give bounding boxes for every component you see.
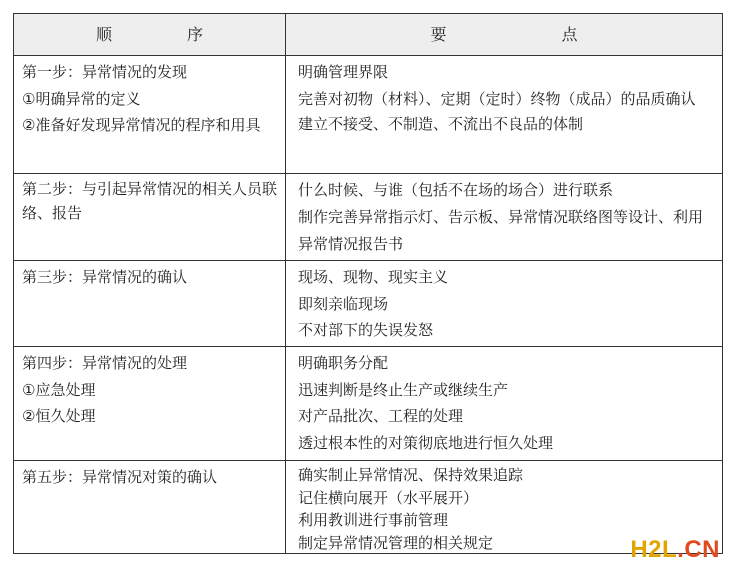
step-title: 第二步：与引起异常情况的相关人员联络、报告 xyxy=(22,180,278,222)
points-cell xyxy=(286,56,722,173)
point-item: 迅速判断是终止生产或继续生产 xyxy=(298,380,509,399)
point-item: 制作完善异常指示灯、告示板、异常情况联络图等设计、利用异常情况报告书 xyxy=(298,207,704,253)
header-sequence: 顺 序 xyxy=(14,14,286,55)
watermark-text-cn: .CN xyxy=(677,536,720,563)
point-item: 记住横向展开（水平展开） xyxy=(298,488,479,507)
table-row xyxy=(14,347,722,461)
points-cell xyxy=(286,261,722,346)
step-cell xyxy=(14,461,286,553)
table-row xyxy=(14,56,722,174)
point-item: 明确管理界限 xyxy=(298,63,389,81)
point-item: 对产品批次、工程的处理 xyxy=(298,407,464,425)
step-title: 第四步：异常情况的处理 xyxy=(22,354,188,372)
step-cell xyxy=(14,174,286,260)
process-table xyxy=(13,13,723,554)
step-sub: ②恒久处理 xyxy=(22,407,96,425)
table-header xyxy=(14,14,722,56)
point-item: 即刻亲临现场 xyxy=(298,294,389,313)
step-sub: ②准备好发现异常情况的程序和用具 xyxy=(22,116,261,134)
step-sub: ①应急处理 xyxy=(22,380,96,399)
watermark-text-h2l: H2L xyxy=(630,536,678,563)
point-item: 完善对初物（材料）、定期（定时）终物（成品）的品质确认 xyxy=(298,89,696,108)
step-cell xyxy=(14,261,286,346)
point-item: 什么时候、与谁（包括不在场的场合）进行联系 xyxy=(298,181,614,199)
points-cell xyxy=(286,174,722,260)
step-sub: ①明确异常的定义 xyxy=(22,89,141,108)
point-item: 建立不接受、不制造、不流出不良品的体制 xyxy=(298,114,584,133)
step-cell xyxy=(14,347,286,460)
point-item: 不对部下的失误发怒 xyxy=(298,321,434,339)
point-item: 透过根本性的对策彻底地进行恒久处理 xyxy=(298,433,554,452)
step-title: 第一步：异常情况的发现 xyxy=(22,63,188,81)
points-cell xyxy=(286,347,722,460)
point-item: 明确职务分配 xyxy=(298,354,389,372)
site-watermark-logo xyxy=(630,536,720,564)
table-row xyxy=(14,461,722,553)
point-item: 利用教训进行事前管理 xyxy=(298,511,449,529)
point-item: 确实制止异常情况、保持效果追踪 xyxy=(298,466,524,484)
step-title: 第五步：异常情况对策的确认 xyxy=(22,468,218,486)
step-cell xyxy=(14,56,286,173)
point-item: 制定异常情况管理的相关规定 xyxy=(298,533,494,552)
header-key-points: 要 点 xyxy=(430,25,578,44)
step-title: 第三步：异常情况的确认 xyxy=(22,268,188,286)
table-row xyxy=(14,174,722,261)
table-row xyxy=(14,261,722,347)
point-item: 现场、现物、现实主义 xyxy=(298,268,449,286)
